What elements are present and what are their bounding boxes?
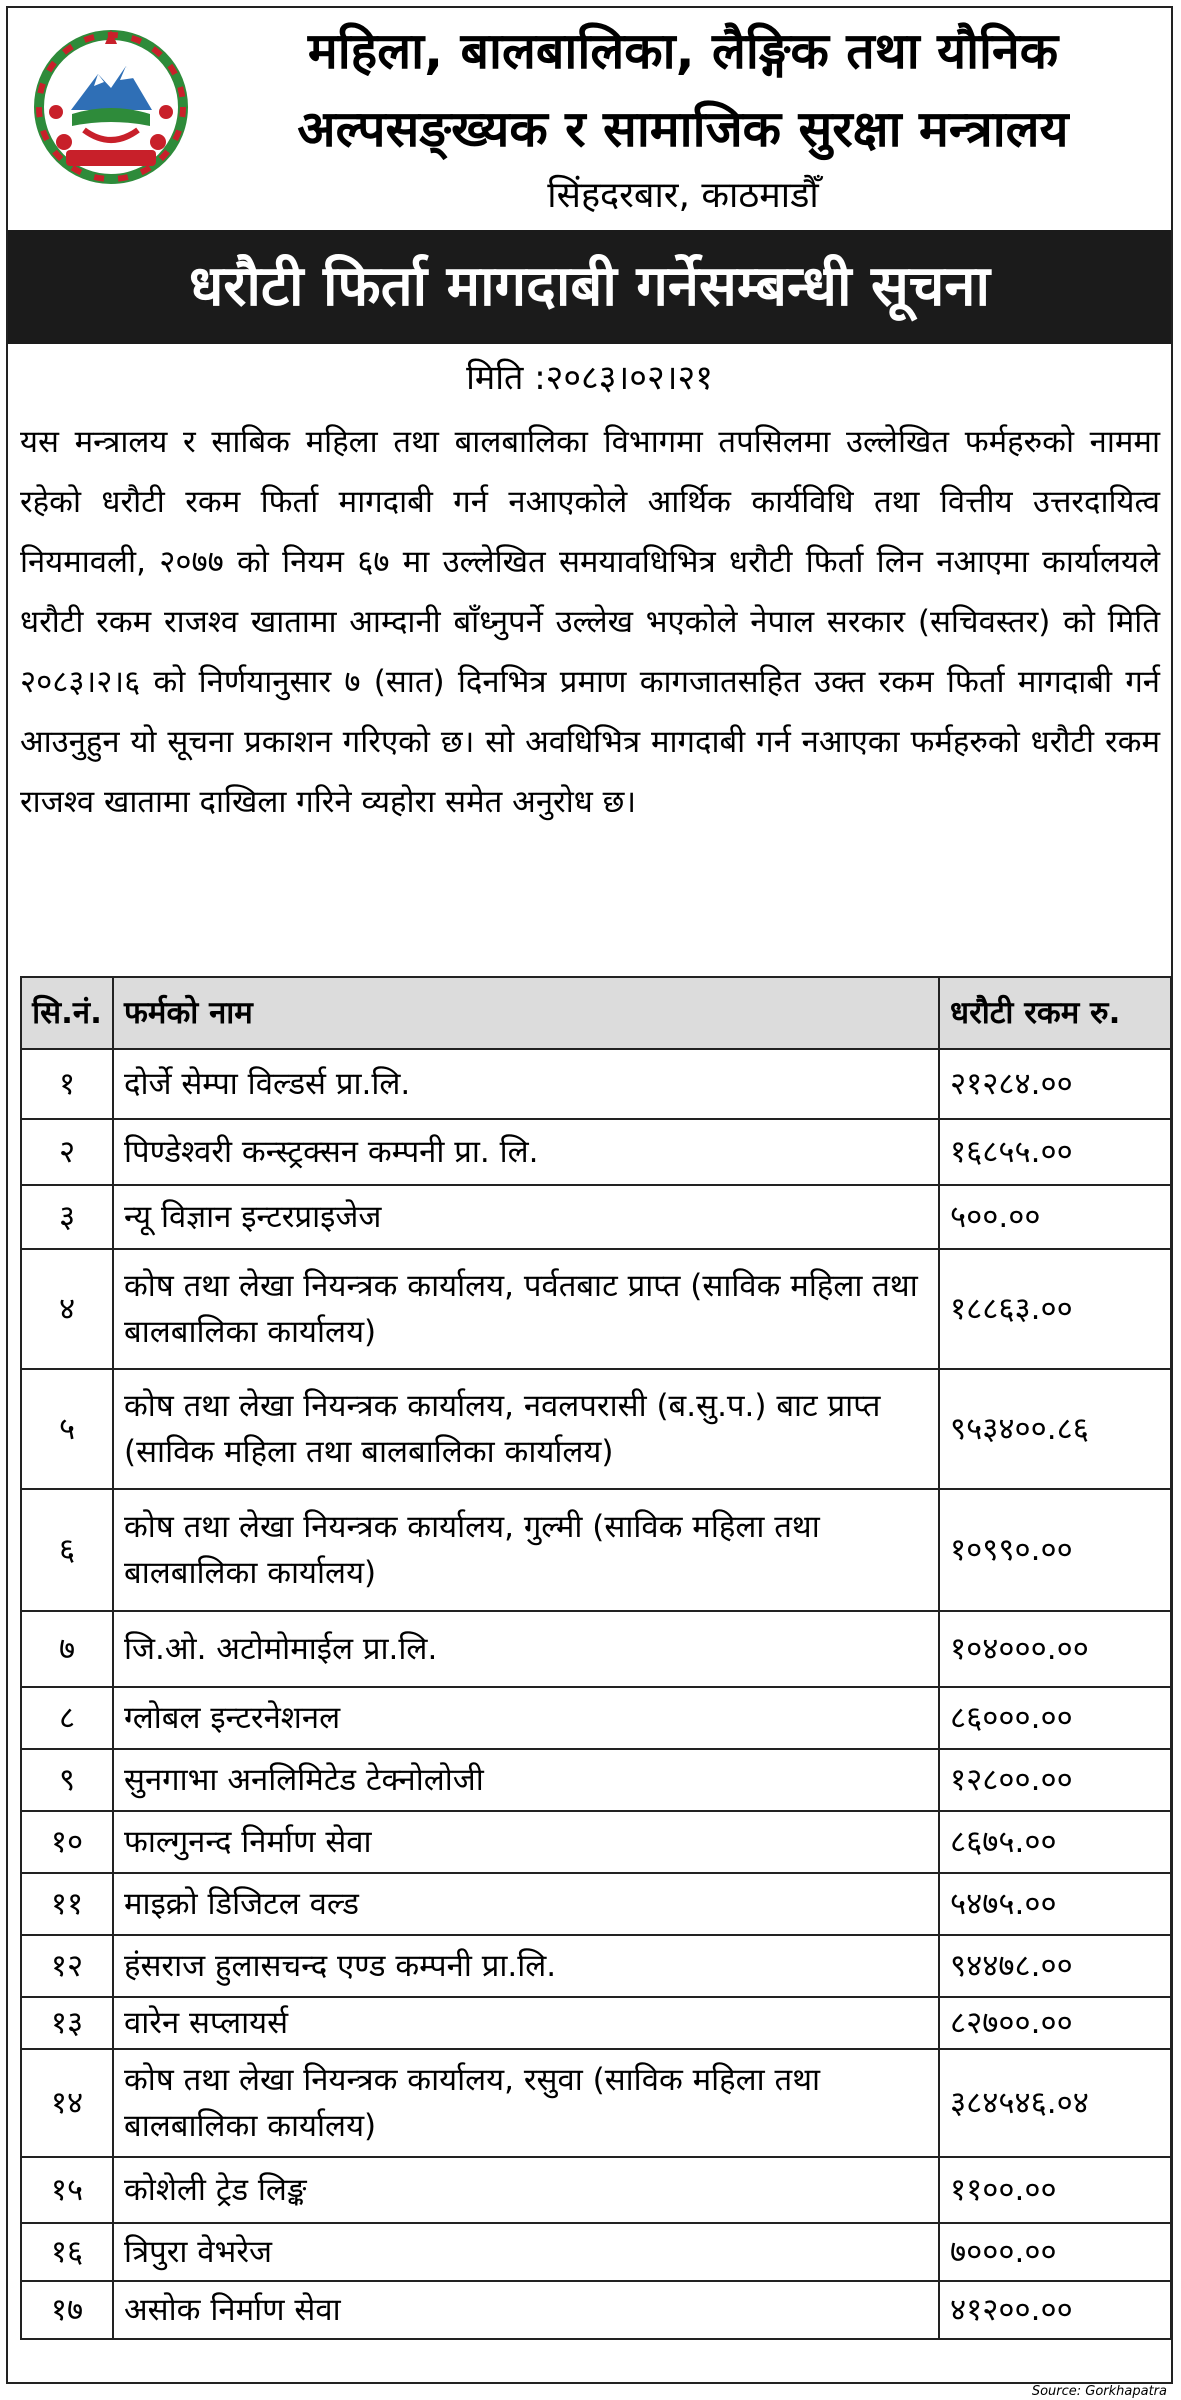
- cell-amount: १२८००.००: [939, 1749, 1171, 1811]
- table-row: [21, 1687, 1171, 1749]
- cell-serial: १३: [21, 1997, 113, 2049]
- cell-amount: ११००.००: [939, 2157, 1171, 2223]
- cell-amount: १०९९०.००: [939, 1489, 1171, 1611]
- source-credit: Source: Gorkhapatra: [1031, 2384, 1167, 2399]
- notice-frame: [6, 6, 1173, 2384]
- cell-amount: ८६७५.००: [939, 1811, 1171, 1873]
- cell-firm-name: त्रिपुरा वेभरेज: [113, 2223, 939, 2281]
- table-row: [21, 2281, 1171, 2339]
- cell-amount: १०४०००.००: [939, 1611, 1171, 1687]
- cell-firm-name: दोर्जे सेम्पा विल्डर्स प्रा.लि.: [113, 1049, 939, 1119]
- table-row: [21, 1749, 1171, 1811]
- ministry-address: सिंहदरबार, काठमाडौँ: [547, 175, 819, 216]
- table-row: [21, 1369, 1171, 1489]
- header-firm-name: फर्मको नाम: [113, 977, 939, 1049]
- cell-amount: ८२७००.००: [939, 1997, 1171, 2049]
- cell-firm-name: कोष तथा लेखा नियन्त्रक कार्यालय, पर्वतबाट प्राप्त (साविक महिला तथा बालबालिका कार्यालय): [113, 1249, 939, 1369]
- table-row: [21, 1049, 1171, 1119]
- ministry-name-line1: महिला, बालबालिका, लैङ्गिक तथा यौनिक: [307, 22, 1059, 80]
- cell-serial: १४: [21, 2049, 113, 2157]
- cell-firm-name: सुनगाभा अनलिमिटेड टेक्नोलोजी: [113, 1749, 939, 1811]
- cell-amount: ७०००.००: [939, 2223, 1171, 2281]
- table-row: [21, 1489, 1171, 1611]
- cell-firm-name: फाल्गुनन्द निर्माण सेवा: [113, 1811, 939, 1873]
- cell-firm-name: न्यू विज्ञान इन्टरप्राइजेज: [113, 1185, 939, 1249]
- table-row: [21, 1935, 1171, 1997]
- cell-serial: १६: [21, 2223, 113, 2281]
- cell-serial: ८: [21, 1687, 113, 1749]
- table-row: [21, 1997, 1171, 2049]
- cell-firm-name: असोक निर्माण सेवा: [113, 2281, 939, 2339]
- cell-amount: ८६०००.००: [939, 1687, 1171, 1749]
- notice-body: यस मन्त्रालय र साबिक महिला तथा बालबालिका विभागमा तपसिलमा उल्लेखित फर्महरुको नाममा रहेको धरौटी रकम फिर्ता मागदाबी गर्न नआएकोले आर्थिक कार्यविधि तथा वित्तीय उत्तरदायित्व नियमावली, २०७७ को नियम ६७ मा उल्लेखित समयावधिभित्र धरौटी फिर्ता लिन नआएमा कार्यालयले धरौटी रकम राजश्व खातामा आम्दानी बाँध्नुपर्ने उल्लेख भएकोले नेपाल सरकार (सचिवस्तर) को मिति २०८३।२।६ को निर्णयानुसार ७ (सात) दिनभित्र प्रमाण कागजातसहित उक्त रकम फिर्ता मागदाबी गर्न आउनुहुन यो सूचना प्रकाशन गरिएको छ। सो अवधिभित्र मागदाबी गर्न नआएका फर्महरुको धरौटी रकम राजश्व खातामा दाखिला गरिने व्यहोरा समेत अनुरोध छ।: [20, 424, 1160, 820]
- table-row: [21, 2223, 1171, 2281]
- table-row: [21, 1611, 1171, 1687]
- cell-amount: ५००.००: [939, 1185, 1171, 1249]
- cell-serial: ५: [21, 1369, 113, 1489]
- ministry-header: [8, 8, 1171, 230]
- deposit-table: [20, 976, 1172, 2340]
- table-row: [21, 1185, 1171, 1249]
- cell-amount: २१२८४.००: [939, 1049, 1171, 1119]
- cell-amount: ३८४५४६.०४: [939, 2049, 1171, 2157]
- cell-serial: १०: [21, 1811, 113, 1873]
- cell-serial: १७: [21, 2281, 113, 2339]
- cell-firm-name: कोष तथा लेखा नियन्त्रक कार्यालय, गुल्मी (साविक महिला तथा बालबालिका कार्यालय): [113, 1489, 939, 1611]
- cell-firm-name: वारेन सप्लायर्स: [113, 1997, 939, 2049]
- cell-amount: ५४७५.००: [939, 1873, 1171, 1935]
- cell-amount: ४१२००.००: [939, 2281, 1171, 2339]
- cell-serial: १: [21, 1049, 113, 1119]
- header-deposit-amount: धरौटी रकम रु.: [939, 977, 1171, 1049]
- notice-date: मिति :२०८३।०२।२१: [466, 358, 713, 398]
- cell-serial: ४: [21, 1249, 113, 1369]
- cell-amount: १६८५५.००: [939, 1119, 1171, 1185]
- cell-serial: ७: [21, 1611, 113, 1687]
- cell-amount: ९४४७८.००: [939, 1935, 1171, 1997]
- cell-amount: ९५३४००.८६: [939, 1369, 1171, 1489]
- ministry-name-line2: अल्पसङ्ख्यक र सामाजिक सुरक्षा मन्त्रालय: [297, 100, 1069, 158]
- cell-firm-name: पिण्डेश्वरी कन्स्ट्रक्सन कम्पनी प्रा. लि.: [113, 1119, 939, 1185]
- cell-serial: ३: [21, 1185, 113, 1249]
- cell-firm-name: कोष तथा लेखा नियन्त्रक कार्यालय, रसुवा (साविक महिला तथा बालबालिका कार्यालय): [113, 2049, 939, 2157]
- cell-serial: ११: [21, 1873, 113, 1935]
- cell-serial: १२: [21, 1935, 113, 1997]
- cell-amount: १८८६३.००: [939, 1249, 1171, 1369]
- header-serial-number: सि.नं.: [21, 977, 113, 1049]
- table-row: [21, 1873, 1171, 1935]
- cell-serial: १५: [21, 2157, 113, 2223]
- cell-firm-name: जि.ओ. अटोमोमाईल प्रा.लि.: [113, 1611, 939, 1687]
- cell-serial: ६: [21, 1489, 113, 1611]
- notice-title: धरौटी फिर्ता मागदाबी गर्नेसम्बन्धी सूचना: [8, 230, 1171, 344]
- cell-firm-name: ग्लोबल इन्टरनेशनल: [113, 1687, 939, 1749]
- table-header-row: [21, 977, 1171, 1049]
- nepal-emblem-icon: [26, 22, 196, 192]
- cell-firm-name: माइक्रो डिजिटल वल्ड: [113, 1873, 939, 1935]
- cell-serial: २: [21, 1119, 113, 1185]
- table-row: [21, 1249, 1171, 1369]
- table-row: [21, 2049, 1171, 2157]
- cell-firm-name: कोशेली ट्रेड लिङ्क: [113, 2157, 939, 2223]
- table-row: [21, 2157, 1171, 2223]
- cell-serial: ९: [21, 1749, 113, 1811]
- table-row: [21, 1811, 1171, 1873]
- cell-firm-name: हंसराज हुलासचन्द एण्ड कम्पनी प्रा.लि.: [113, 1935, 939, 1997]
- cell-firm-name: कोष तथा लेखा नियन्त्रक कार्यालय, नवलपरासी (ब.सु.प.) बाट प्राप्त (साविक महिला तथा बालबालिका कार्यालय): [113, 1369, 939, 1489]
- table-row: [21, 1119, 1171, 1185]
